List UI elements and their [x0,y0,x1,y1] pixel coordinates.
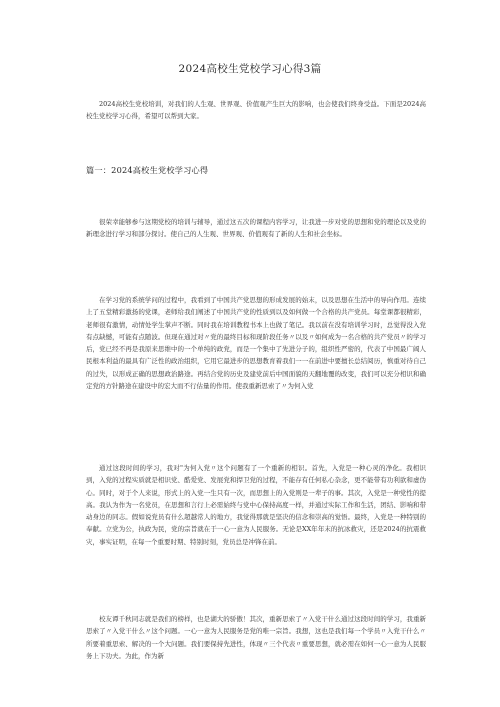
body-paragraph-1 [86,216,426,241]
body-paragraph-3 [86,462,426,548]
paragraph-text: 很荣幸能够参与这期党校的培训与辅导，通过这五次的课程内容学习，让我进一步对党的思想和党的理论以及党的新理念进行学习和部分探讨。使自己的人生观、世界观、价值观有了新的人生和社会坐标。 [86,218,426,239]
document-title: 2024高校生党校学习心得3篇 [178,63,322,75]
intro-paragraph [86,98,426,123]
paragraph-text: 在学习党的系统学问的过程中，我看到了中国共产党思想的形成发展的始末，以及思想在生活中的导向作用。连续上了五堂精彩激扬的党课，老师给我们阐述了中国共产党的性质到以及如何做一个合格的共产党员。每堂课都很精彩，老师很有激情，动情处学生掌声不断。同时我在培训教程书本上也做了笔记。我以前在没有培训学习时，总觉得没入党有点缺憾，可能有点随波。但现在通过对〃党的最终目标和现阶段任务〃以及〃如何成为一名合格的共产党员〃的学习后，党已经不再是我原来思维中的一个单纯的政党，而是一个集中了先进分子的，组织性严密的，代表了中国最广阔人民根本利益的最具有广泛性的政治组织，它用它最进步的思想教育着我们一一在前进中要擅长总结阅历，慎重对待自己的过失，以形成正确的思想政治路途。再结合党的历史及建党前后中国面貌的天翻地覆的改变，我们可以充分相识和确定党的方针路途在建设中的宏大而不行估量的作用。使我重新思索了〃为何入党 [86,296,426,391]
paragraph-text: 校友谭千秋同志就是我们的榜样，也是湖大的骄傲！其次，重新思索了〃入党干什么通过这段时间的学习，我重新思索了〃入党干什么〃这个问题。一心一意为人民服务是党的唯一宗旨。我想，这也是我们每一个学员〃入党干什么〃所要着重思索、解决的一个大问题。我们要保持先进性，体现〃三个代表〃重要思想，就必需在如何一心一意为人民服务上下功夫。为此，作为新 [86,615,426,660]
body-paragraph-2 [86,294,426,392]
intro-text: 2024高校生党校培训，对我们的人生观、世界观、价值观产生巨大的影响，也会使我们终身受益。下面是2024高校生党校学习心得，希望可以帮到大家。 [86,100,426,121]
body-paragraph-4 [86,613,426,662]
paragraph-text: 通过这段时间的学习，我对"为何入党〃这个问题有了一个重新的相识。首先，入党是一种心灵的净化。我相识到，入党的过程实质就是相识党、酷爱党、发展党和捍卫党的过程，不能存有任何私心杂念，更不能带有功利欲和虚伪心。同时，对于个人来说，形式上的入党一生只有一次，而思想上的入党则是一辈子的事。其次，入党是一种党性的提高。我认为作为一名党员，在思想和言行上必需始终与党中心保持高度一样，并通过实际工作和生活，团结、影响和带动身边的同志。假如说党员有什么超越常人的地方，我觉得那就是坚决的信念和崇高的觉悟。最终，入党是一种特别的奉献。立党为公，执政为民，党的宗旨就在于一心一意为人民服务。无论是XX年年末的抗冰救灾，还是2024的抗震救灾，事实证明，在每一个重要时期、特别时刻，党员总是冲锋在前。 [86,464,426,546]
section-heading: 篇一：2024高校生党校学习心得 [86,165,209,175]
